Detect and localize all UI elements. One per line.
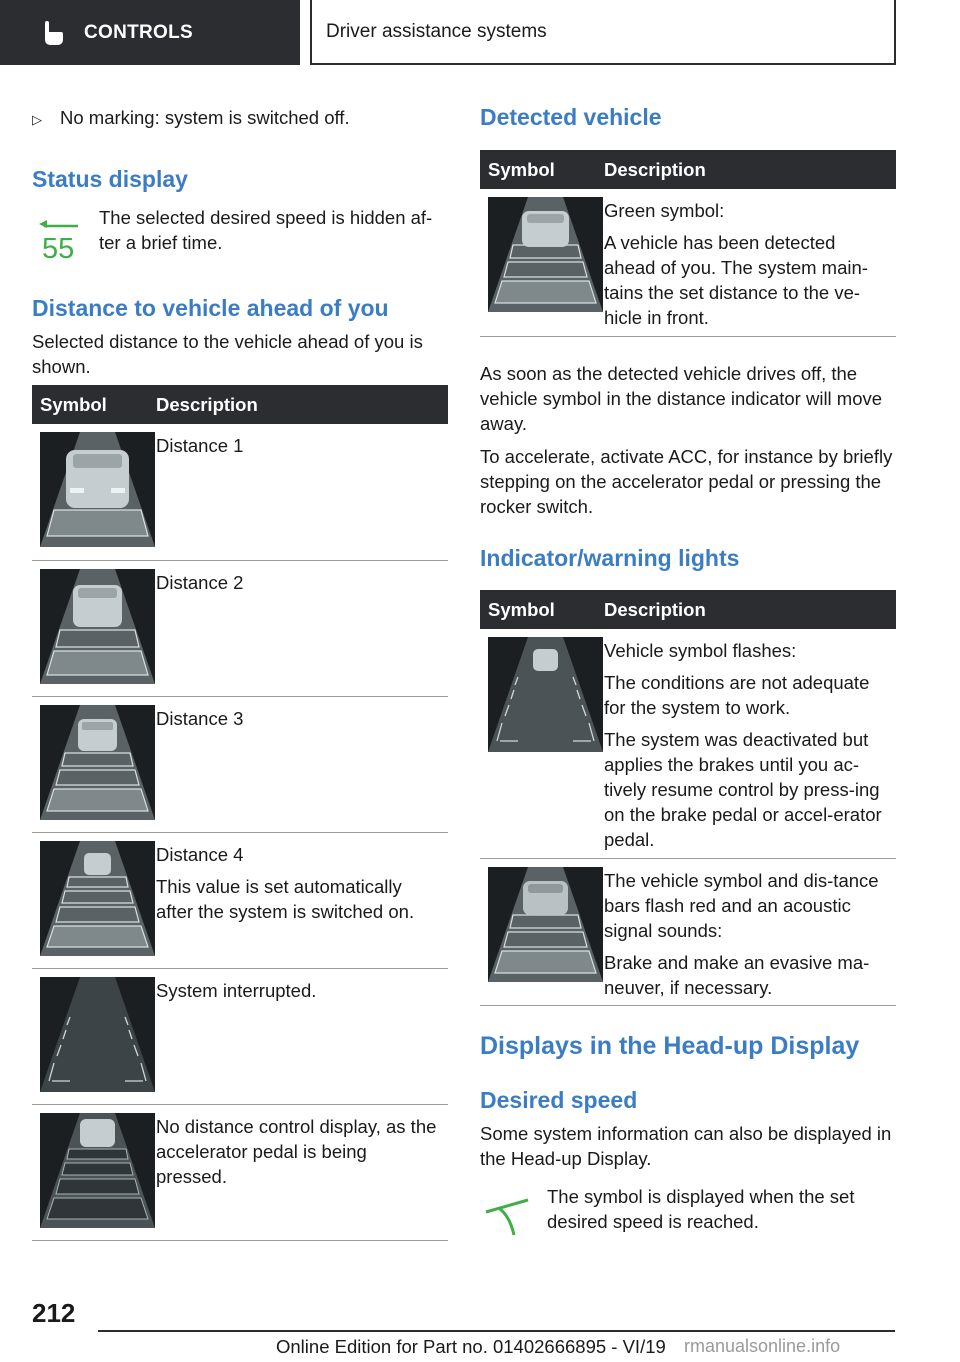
distance-heading: Distance to vehicle ahead of you <box>32 295 389 321</box>
hud-icon-text: The symbol is displayed when the set desired speed is reached. <box>547 1186 855 1232</box>
vehicle-flashing-icon <box>488 637 603 752</box>
distance-2-icon <box>40 569 155 684</box>
footer-rule <box>98 1330 895 1332</box>
description-line: System interrupted. <box>156 979 317 1001</box>
bullet-text: No marking: system is switched off. <box>60 107 350 128</box>
table-row <box>480 189 896 336</box>
system-interrupted-icon <box>40 977 155 1092</box>
distance-table <box>32 385 448 1241</box>
page-number: 212 <box>32 1298 76 1328</box>
hand-pointer-icon <box>42 20 66 46</box>
column-description: Description <box>604 150 896 189</box>
hud-speed-reached-icon <box>484 1197 536 1237</box>
hud-heading: Displays in the Head-up Display <box>480 1032 860 1060</box>
table-header-row <box>480 590 896 629</box>
drive-off-text: As soon as the detected vehicle drives off, the vehicle symbol in the distance indicator will move away. <box>480 363 883 434</box>
chapter-title-text: Driver assistance systems <box>326 20 547 42</box>
detected-vehicle-table <box>480 150 896 337</box>
no-distance-control-icon <box>40 1113 155 1228</box>
description-line: No distance control display, as the accelerator pedal is being pressed. <box>156 1115 437 1187</box>
chapter-title <box>310 0 896 65</box>
distance-intro: Selected distance to the vehicle ahead of you is shown. <box>32 331 423 377</box>
description-line: The conditions are not adequate for the system to work. <box>604 672 870 718</box>
table-row <box>32 424 448 560</box>
description-line: Distance 4 <box>156 843 244 865</box>
distance-4-icon <box>40 841 155 956</box>
section-tab <box>0 0 300 65</box>
description-line: Distance 1 <box>156 435 244 456</box>
column-symbol: Symbol <box>480 150 604 189</box>
table-row <box>32 560 448 696</box>
desired-speed-heading: Desired speed <box>480 1087 638 1113</box>
status-display-heading: Status display <box>32 166 188 192</box>
table-header-row <box>32 385 448 424</box>
table-row <box>480 629 896 858</box>
table-row <box>32 1104 448 1240</box>
distance-1-icon <box>40 432 155 547</box>
section-name: CONTROLS <box>84 21 194 43</box>
bullet-item <box>32 105 448 132</box>
column-symbol: Symbol <box>32 385 156 424</box>
table-row <box>32 968 448 1104</box>
speed-value: 55 <box>42 233 75 262</box>
detected-vehicle-icon <box>488 197 603 312</box>
table-header-row <box>480 150 896 189</box>
accelerate-text: To accelerate, activate ACC, for instance by briefly stepping on the accelerator pedal or pressing the rocker switch. <box>480 446 893 517</box>
description-line: Green symbol: <box>604 200 725 221</box>
description-line: Distance 3 <box>156 707 244 729</box>
column-symbol: Symbol <box>480 590 604 629</box>
red-warning-icon <box>488 867 603 982</box>
indicator-heading: Indicator/warning lights <box>480 545 740 571</box>
description-line: Vehicle symbol flashes: <box>604 640 797 661</box>
triangle-bullet-icon: ▷ <box>32 112 42 127</box>
desired-speed-55-icon <box>38 220 84 262</box>
page-header <box>0 0 960 66</box>
indicator-table <box>480 590 896 1006</box>
table-row <box>480 858 896 1005</box>
edition-text: Online Edition for Part no. 01402666895 - VI/19 <box>276 1336 666 1357</box>
desired-speed-text: Some system information can also be displayed in the Head-up Display. <box>480 1123 892 1169</box>
column-description: Description <box>156 385 448 424</box>
watermark-text: rmanualsonline.info <box>684 1336 841 1356</box>
status-text: The selected desired speed is hidden af-ter a brief time. <box>99 207 433 253</box>
column-description: Description <box>604 590 896 629</box>
description-line: Distance 2 <box>156 571 244 593</box>
description-line: A vehicle has been detected ahead of you. The system main-tains the set distance to the ve-hicle in front. <box>604 232 868 328</box>
detected-vehicle-heading: Detected vehicle <box>480 104 662 130</box>
table-row <box>32 696 448 832</box>
distance-3-icon <box>40 705 155 820</box>
description-line: The vehicle symbol and dis-tance bars flash red and an acoustic signal sounds: <box>604 869 879 941</box>
description-line: This value is set automatically after the system is switched on. <box>156 875 415 922</box>
description-line: The system was deactivated but applies the brakes until you ac-tively resume control by press-ing on the brake pedal or accel-erator pedal. <box>604 729 882 850</box>
description-line: Brake and make an evasive ma-neuver, if necessary. <box>604 951 870 998</box>
table-row <box>32 832 448 968</box>
